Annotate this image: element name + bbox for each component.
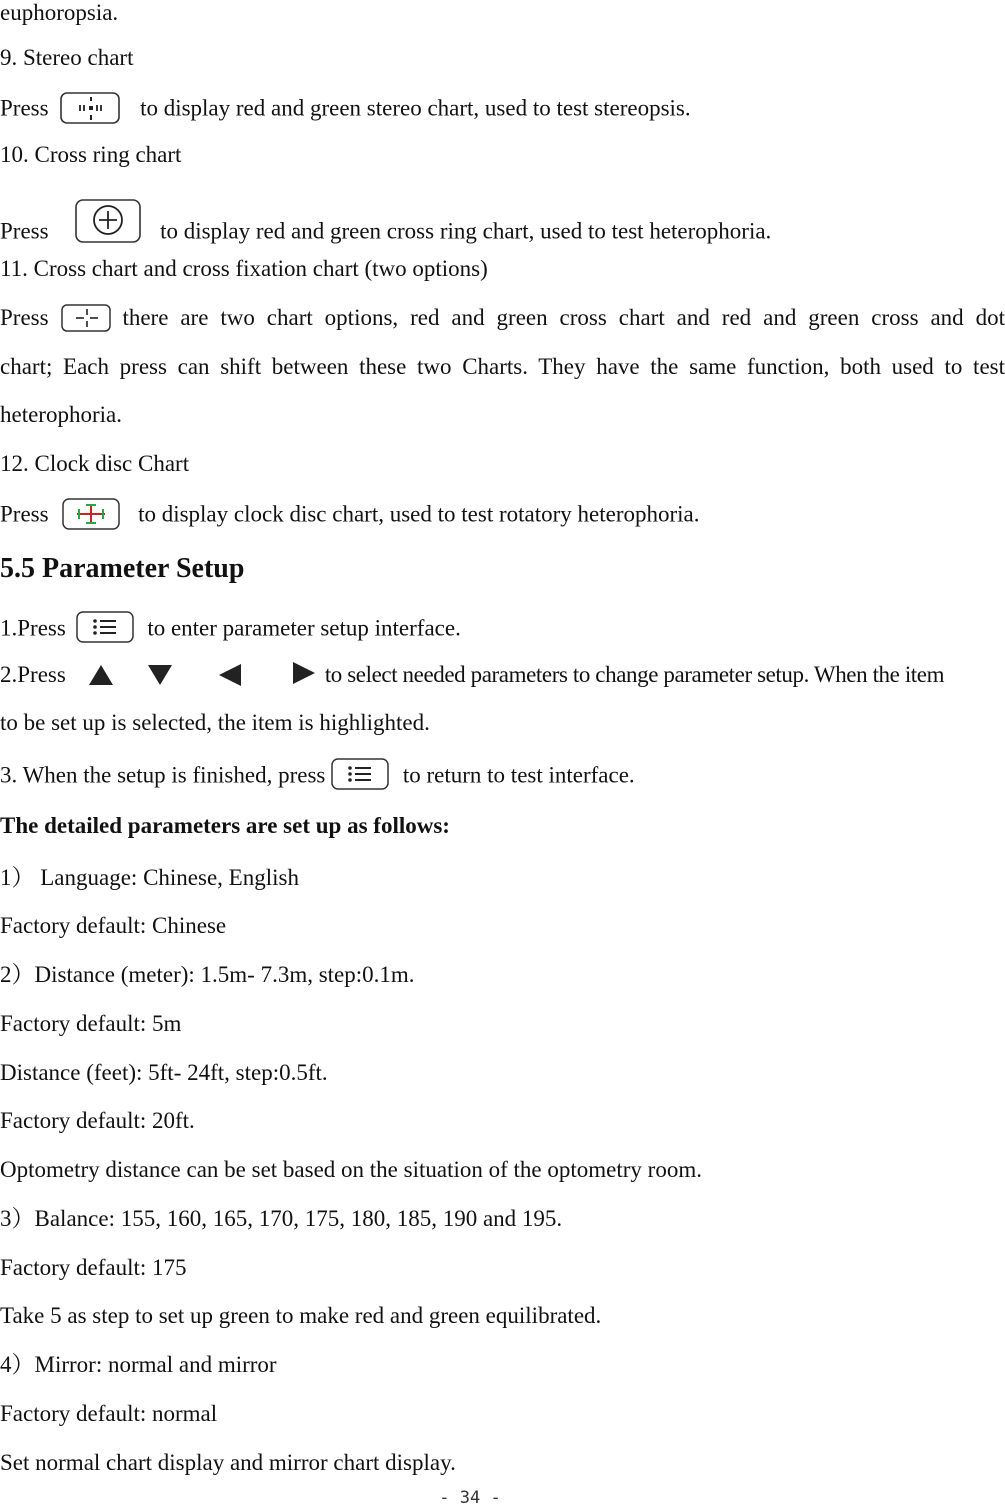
text: to display red and green cross ring chart, used to test heterophoria.	[160, 218, 772, 244]
text: to return to test interface.	[402, 762, 635, 788]
arrow-down-icon	[147, 663, 173, 687]
page-number: - 34 -	[439, 1488, 501, 1508]
press-label: 1.Press	[0, 615, 66, 641]
press-label: Press	[0, 95, 49, 121]
parameters-intro: The detailed parameters are set up as follows:	[0, 813, 450, 838]
clock-disc-instruction	[0, 500, 700, 532]
press-label: Press	[0, 501, 49, 527]
section-clock-disc-chart: 12. Clock disc Chart	[0, 451, 190, 476]
param-note: Optometry distance can be set based on the situation of the optometry room.	[0, 1157, 702, 1182]
section-cross-ring-chart: 10. Cross ring chart	[0, 142, 182, 167]
stereo-instruction	[0, 93, 691, 127]
cross-chart-instruction	[0, 305, 1005, 334]
press-label: Press	[0, 218, 49, 244]
param-note: Set normal chart display and mirror chart display.	[0, 1450, 456, 1475]
param-balance: 3）Balance: 155, 160, 165, 170, 175, 180, 185, 190 and 195.	[0, 1206, 563, 1231]
text: there are two chart options, red and green cross chart and red and green cross and dot	[122, 305, 1005, 330]
setup-step-3	[0, 760, 635, 794]
setup-step-2	[0, 662, 944, 690]
menu-icon	[331, 757, 389, 791]
param-distance-feet: Distance (feet): 5ft- 24ft, step:0.5ft.	[0, 1060, 328, 1085]
text: 3. When the setup is finished, press	[0, 762, 326, 788]
section-cross-chart: 11. Cross chart and cross fixation chart (two options)	[0, 256, 488, 281]
text: to display red and green stereo chart, used to test stereopsis.	[140, 95, 691, 121]
param-default: Factory default: Chinese	[0, 913, 227, 938]
press-label: 2.Press	[0, 662, 66, 687]
press-label: Press	[0, 305, 49, 330]
text-line: chart; Each press can shift between these two Charts. They have the same function, both used to test	[0, 354, 1005, 379]
text: to select needed parameters to change parameter setup. When the item	[324, 662, 945, 687]
section-heading: 5.5 Parameter Setup	[0, 553, 245, 584]
stereo-chart-icon	[60, 91, 122, 125]
cross-ring-instruction	[0, 210, 771, 256]
arrow-up-icon	[88, 663, 114, 687]
text-line: to be set up is selected, the item is highlighted.	[0, 710, 430, 735]
text: to enter parameter setup interface.	[147, 615, 461, 641]
arrow-right-icon	[291, 660, 317, 686]
text-line: heterophoria.	[0, 402, 122, 427]
cross-chart-icon	[61, 304, 111, 332]
section-stereo-chart: 9. Stereo chart	[0, 45, 134, 70]
cross-ring-icon	[74, 198, 142, 244]
text-line: euphoropsia.	[0, 0, 119, 25]
clock-disc-icon	[62, 498, 120, 530]
arrow-left-icon	[217, 662, 243, 688]
text: to display clock disc chart, used to test rotatory heterophoria.	[138, 501, 700, 527]
param-default: Factory default: normal	[0, 1401, 218, 1426]
menu-icon	[76, 610, 134, 644]
setup-step-1	[0, 613, 461, 647]
param-note: Take 5 as step to set up green to make red and green equilibrated.	[0, 1303, 602, 1328]
param-default: Factory default: 175	[0, 1255, 187, 1280]
param-default: Factory default: 5m	[0, 1011, 182, 1036]
param-default: Factory default: 20ft.	[0, 1108, 195, 1133]
param-mirror: 4）Mirror: normal and mirror	[0, 1352, 277, 1377]
param-distance-meter: 2）Distance (meter): 1.5m- 7.3m, step:0.1m.	[0, 962, 415, 987]
param-language: 1） Language: Chinese, English	[0, 865, 299, 890]
